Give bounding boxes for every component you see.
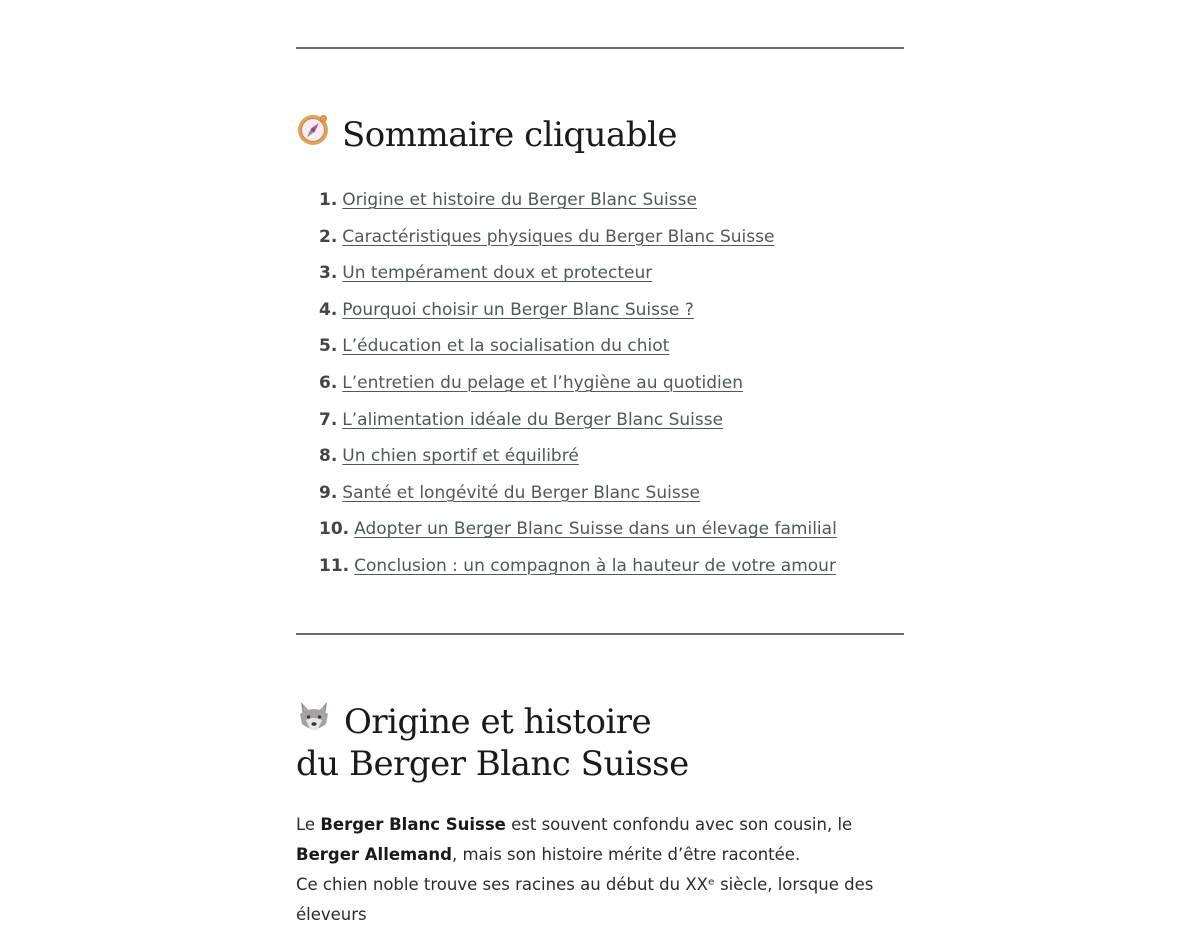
toc-item [319, 552, 837, 589]
toc-item [319, 223, 837, 260]
origin-text-mid: est souvent confondu avec son cousin, le [505, 815, 853, 834]
toc-item [319, 296, 837, 333]
toc-link-sportif[interactable]: Un chien sportif et équilibré [342, 446, 579, 467]
toc-item-number: 6. [319, 372, 338, 393]
toc-item-number: 7. [319, 409, 338, 430]
breed-name-bbs: Berger Blanc Suisse [320, 815, 506, 834]
toc-item-number: 11. [319, 555, 350, 576]
toc-item [319, 186, 837, 223]
origin-text-second-line: Ce chien noble trouve ses racines au début du XXᵉ siècle, lorsque des éleveurs [296, 875, 874, 924]
toc-item [319, 479, 837, 516]
wolf-icon [296, 700, 332, 742]
toc-item [319, 259, 837, 296]
toc-link-pourquoi[interactable]: Pourquoi choisir un Berger Blanc Suisse ? [342, 299, 694, 320]
toc-link-temperament[interactable]: Un tempérament doux et protecteur [342, 263, 653, 284]
toc-item [319, 332, 837, 369]
breed-name-ba: Berger Allemand [296, 845, 452, 864]
divider-middle [296, 633, 904, 635]
origin-paragraph [296, 810, 904, 930]
toc-item-number: 9. [319, 482, 338, 503]
toc-item [319, 515, 837, 552]
toc-link-conclusion[interactable]: Conclusion : un compagnon à la hauteur de votre amour [354, 555, 836, 576]
toc-item [319, 369, 837, 406]
origin-text-end: , mais son histoire mérite d’être racontée. [451, 845, 801, 864]
table-of-contents [319, 186, 837, 589]
toc-link-sante[interactable]: Santé et longévité du Berger Blanc Suisse [342, 482, 701, 503]
toc-item [319, 406, 837, 443]
toc-item [319, 442, 837, 479]
toc-link-origine[interactable]: Origine et histoire du Berger Blanc Suisse [342, 190, 697, 210]
toc-item-number: 1. [319, 190, 338, 210]
toc-link-education[interactable]: L’éducation et la socialisation du chiot [342, 336, 670, 357]
toc-item-number: 2. [319, 226, 338, 247]
summary-heading [296, 116, 677, 158]
origin-heading [296, 703, 689, 783]
toc-link-entretien[interactable]: L’entretien du pelage et l’hygiène au quotidien [342, 372, 743, 393]
origin-title-line1: Origine et histoire [344, 702, 652, 742]
toc-link-alimentation[interactable]: L’alimentation idéale du Berger Blanc Suisse [342, 409, 724, 430]
toc-item-number: 8. [319, 446, 338, 467]
divider-top [296, 47, 904, 49]
compass-icon [296, 113, 330, 155]
toc-link-caracteristiques[interactable]: Caractéristiques physiques du Berger Blanc Suisse [342, 226, 775, 247]
origin-text-start: Le [296, 815, 321, 834]
toc-item-number: 5. [319, 336, 338, 357]
summary-title: Sommaire cliquable [342, 115, 678, 155]
origin-title-line2: du Berger Blanc Suisse [296, 744, 689, 784]
toc-item-number: 4. [319, 299, 338, 320]
toc-item-number: 3. [319, 263, 338, 284]
toc-item-number: 10. [319, 519, 350, 540]
toc-link-adopter[interactable]: Adopter un Berger Blanc Suisse dans un élevage familial [354, 519, 837, 540]
